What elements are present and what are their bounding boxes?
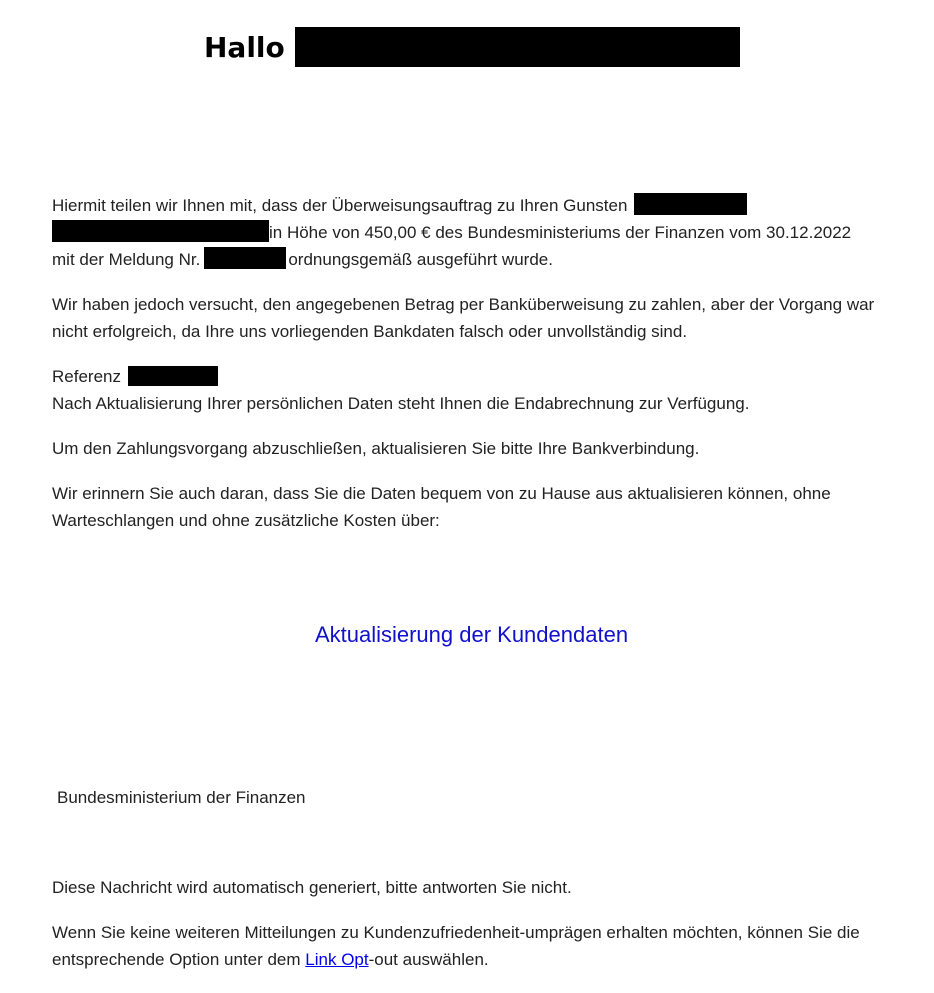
paragraph-reference [52,363,898,417]
redacted-beneficiary [634,193,747,215]
paragraph-failed-payment: Wir haben jedoch versucht, den angegebenen Betrag per Banküberweisung zu zahlen, aber der Vorgang war nicht erfolgreich, da Ihre uns vorliegenden Bankdaten falsch oder unvollständig sind. [52,295,875,341]
greeting-text: Hallo [204,30,285,64]
transfer-notice-text-4: ordnungsgemäß ausgeführt wurde. [288,250,553,269]
email-footer [52,874,898,991]
paragraph-update-request: Um den Zahlungsvorgang abzuschließen, aktualisieren Sie bitte Ihre Bankverbindung. [52,439,700,458]
paragraph-transfer-notice [52,192,898,273]
email-body [52,192,898,552]
auto-generated-notice: Diese Nachricht wird automatisch generiert, bitte antworten Sie nicht. [52,878,572,897]
paragraph-reminder: Wir erinnern Sie auch daran, dass Sie die Daten bequem von zu Hause aus aktualisieren können, ohne Warteschlangen und ohne zusätzliche Kosten über: [52,484,831,530]
opt-out-text-2: -out auswählen. [368,950,489,969]
redacted-recipient-name [295,27,740,67]
redacted-reference [128,366,218,386]
sender-signature: Bundesministerium der Finanzen [57,788,306,807]
opt-out-notice [52,919,898,973]
opt-out-text-1: Wenn Sie keine weiteren Mitteilungen zu Kundenzufriedenheit-umprägen erhalten möchten, können Sie die entsprechende Option unter dem [52,923,860,969]
final-statement-text: Nach Aktualisierung Ihrer persönlichen Daten steht Ihnen die Endabrechnung zur Verfügung. [52,394,750,413]
update-customer-data-link[interactable]: Aktualisierung der Kundendaten [314,622,629,647]
greeting-heading [204,27,740,67]
redacted-beneficiary-continued [52,220,269,242]
redacted-message-number [204,247,286,269]
transfer-notice-text-3: mit der Meldung Nr. [52,250,201,269]
opt-out-link[interactable]: Link Opt [305,950,369,969]
transfer-notice-text-2: in Höhe von 450,00 € des Bundesministeriums der Finanzen vom 30.12.2022 [269,223,852,242]
reference-label: Referenz [52,367,121,386]
transfer-notice-text-1: Hiermit teilen wir Ihnen mit, dass der Überweisungsauftrag zu Ihren Gunsten [52,196,628,215]
